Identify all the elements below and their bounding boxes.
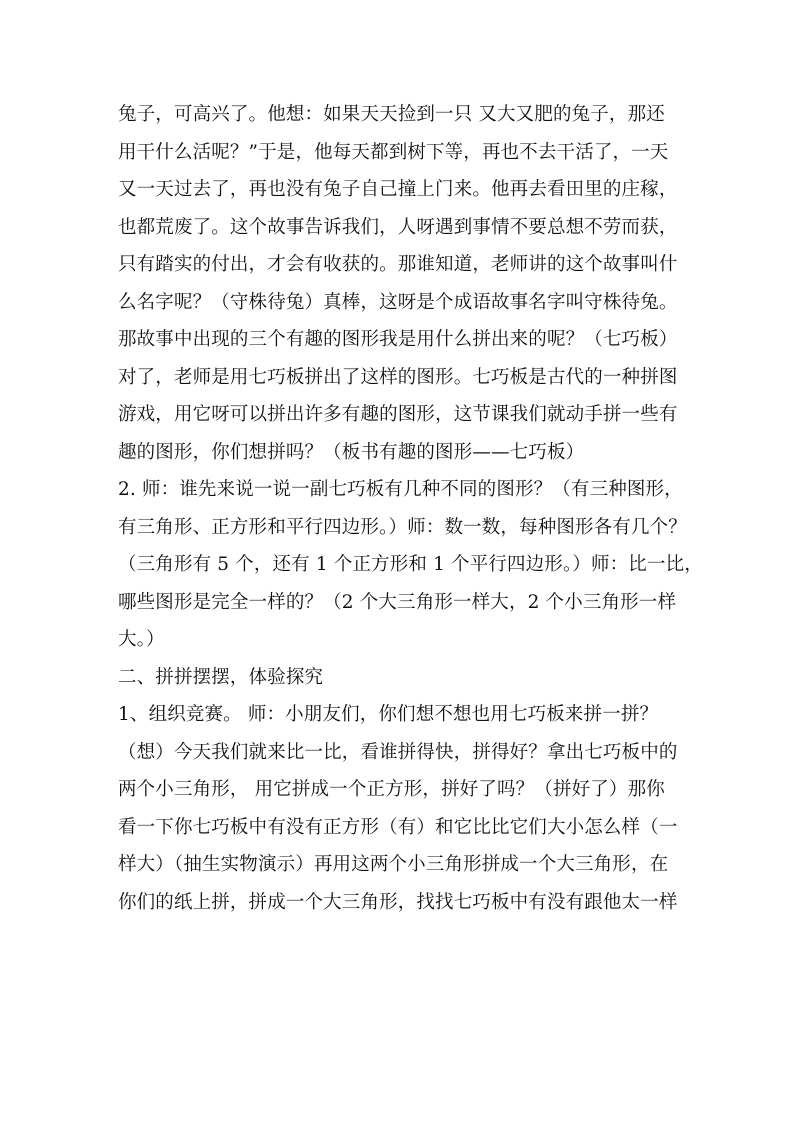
text-line: 大。） bbox=[118, 629, 165, 650]
text-line: 两个小三角形， 用它拼成一个正方形，拼好了吗？（拼好了）那你 bbox=[118, 779, 665, 800]
text-line: 哪些图形是完全一样的？（2 个大三角形一样大，2 个小三角形一样 bbox=[118, 591, 677, 613]
text-line: 只有踏实的付出，才会有收获的。那谁知道，老师讲的这个故事叫什 bbox=[118, 254, 678, 275]
text-line: 2. 师：谁先来说一说一副七巧板有几种不同的图形？（有三种图形， bbox=[118, 479, 683, 500]
text-line: 对了，老师是用七巧板拼出了这样的图形。七巧板是古代的一种拼图 bbox=[118, 366, 678, 388]
text-line: 趣的图形，你们想拼吗？（板书有趣的图形——七巧板） bbox=[118, 441, 585, 463]
text-line: （三角形有 5 个，还有 1 个正方形和 1 个平行四边形。）师：比一比， bbox=[118, 554, 703, 575]
section-heading: 二、拼拼摆摆，体验探究 bbox=[118, 666, 324, 688]
document-page bbox=[118, 96, 703, 921]
text-line: 有三角形、正方形和平行四边形。）师：数一数，每种图形各有几个？ bbox=[118, 516, 687, 538]
text-line: 看一下你七巧板中有没有正方形（有）和它比比它们大小怎么样（一 bbox=[118, 816, 678, 838]
text-line: 兔子，可高兴了。他想：如果天天捡到一只 又大又肥的兔子，那还 bbox=[118, 104, 665, 125]
text-line: 游戏，用它呀可以拼出许多有趣的图形，这节课我们就动手拼一些有 bbox=[118, 404, 678, 425]
text-line: 么名字呢？（守株待兔）真棒，这呀是个成语故事名字叫守株待兔。 bbox=[118, 291, 678, 313]
text-line: 你们的纸上拼，拼成一个大三角形，找找七巧板中有没有跟他太一样 bbox=[118, 891, 678, 913]
text-line: （想）今天我们就来比一比，看谁拼得快，拼得好？拿出七巧板中的 bbox=[118, 741, 678, 763]
text-line: 那故事中出现的三个有趣的图形我是用什么拼出来的呢？（七巧板） bbox=[118, 329, 678, 350]
text-line: 样大）（抽生实物演示）再用这两个小三角形拼成一个大三角形，在 bbox=[118, 854, 669, 875]
text-line: 也都荒废了。这个故事告诉我们，人呀遇到事情不要总想不劳而获， bbox=[118, 216, 678, 238]
text-line: 用干什么活呢？”于是，他每天都到树下等，再也不去干活了，一天 bbox=[118, 141, 669, 163]
text-line: 1、组织竞赛。 师：小朋友们，你们想不想也用七巧板来拼一拼？ bbox=[118, 704, 659, 725]
text-line: 又一天过去了，再也没有兔子自己撞上门来。他再去看田里的庄稼， bbox=[118, 179, 678, 200]
